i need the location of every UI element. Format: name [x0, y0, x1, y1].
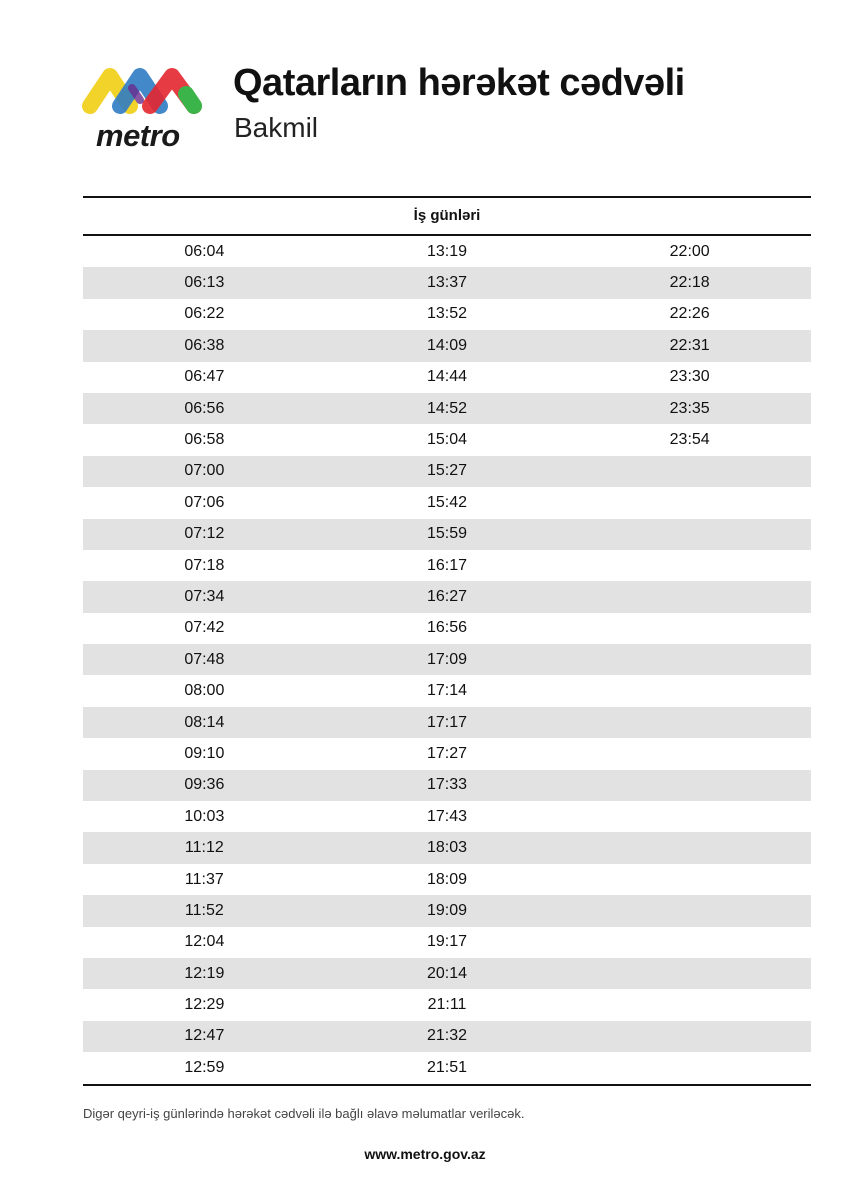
time-cell: 12:29	[184, 996, 225, 1014]
time-cell: 11:12	[184, 839, 224, 857]
time-cell: 12:59	[184, 1058, 225, 1076]
time-cell: 14:44	[426, 368, 468, 386]
time-cell: 12:04	[184, 933, 225, 951]
table-row	[83, 456, 811, 487]
time-cell: 06:04	[184, 242, 225, 260]
time-cell: 07:06	[184, 493, 225, 511]
time-cell: 12:19	[184, 964, 225, 982]
time-cell: 14:52	[426, 399, 468, 417]
table-bottom-rule	[83, 1084, 811, 1086]
timetable-rows	[83, 236, 811, 1084]
time-cell: 17:43	[426, 807, 468, 825]
table-row	[83, 864, 811, 895]
website-link[interactable]: www.metro.gov.az	[364, 1146, 486, 1162]
time-cell: 14:09	[426, 336, 468, 354]
time-cell: 07:18	[184, 556, 225, 574]
time-cell: 21:51	[426, 1058, 468, 1076]
time-cell: 13:37	[426, 274, 468, 292]
time-cell: 19:17	[426, 933, 468, 951]
time-cell: 11:37	[184, 870, 224, 888]
time-cell: 20:14	[426, 964, 468, 982]
time-cell: 23:30	[669, 368, 710, 386]
logo-text: metro	[96, 118, 180, 153]
time-cell: 17:17	[426, 713, 468, 731]
table-row	[83, 1052, 811, 1083]
time-cell: 22:31	[669, 336, 710, 354]
time-cell: 18:09	[426, 870, 468, 888]
footnote: Digər qeyri-iş günlərində hərəkət cədvəli ilə bağlı əlavə məlumatlar veriləcək.	[83, 1106, 525, 1121]
time-cell: 06:47	[184, 368, 225, 386]
time-cell: 07:12	[184, 525, 225, 543]
time-cell: 06:58	[184, 431, 225, 449]
table-row	[83, 236, 811, 267]
time-cell: 13:19	[426, 242, 468, 260]
time-cell: 19:09	[426, 901, 468, 919]
time-cell: 16:56	[426, 619, 468, 637]
table-row	[83, 770, 811, 801]
time-cell: 21:32	[426, 1027, 468, 1045]
time-cell: 16:27	[426, 587, 468, 605]
timetable-heading: İş günləri	[83, 196, 811, 236]
time-cell: 13:52	[426, 305, 468, 323]
page-title: Qatarların hərəkət cədvəli	[233, 62, 685, 104]
time-cell: 08:00	[184, 682, 225, 700]
time-cell: 22:18	[669, 274, 710, 292]
table-row	[83, 581, 811, 612]
time-cell: 06:56	[184, 399, 225, 417]
station-name: Bakmil	[234, 112, 319, 143]
time-cell: 06:13	[184, 274, 225, 292]
time-cell: 11:52	[184, 901, 224, 919]
time-cell: 07:48	[184, 650, 225, 668]
table-row	[83, 330, 811, 361]
table-row	[83, 487, 811, 518]
table-row	[83, 362, 811, 393]
time-cell: 15:59	[426, 525, 468, 543]
table-row	[83, 519, 811, 550]
time-cell: 12:47	[184, 1027, 225, 1045]
time-cell: 06:22	[184, 305, 225, 323]
table-row	[83, 707, 811, 738]
time-cell: 18:03	[426, 839, 468, 857]
time-cell: 15:04	[426, 431, 468, 449]
table-row	[83, 1021, 811, 1052]
time-cell: 15:27	[426, 462, 468, 480]
time-cell: 06:38	[184, 336, 225, 354]
time-cell: 21:11	[427, 996, 467, 1014]
time-cell: 22:26	[669, 305, 710, 323]
table-row	[83, 299, 811, 330]
table-row	[83, 424, 811, 455]
time-cell: 07:34	[184, 587, 225, 605]
table-row	[83, 895, 811, 926]
time-cell: 16:17	[426, 556, 468, 574]
table-row	[83, 644, 811, 675]
table-row	[83, 958, 811, 989]
table-row	[83, 267, 811, 298]
time-cell: 23:54	[669, 431, 710, 449]
table-row	[83, 613, 811, 644]
time-cell: 15:42	[426, 493, 468, 511]
time-cell: 17:33	[426, 776, 468, 794]
time-cell: 07:00	[184, 462, 225, 480]
table-row	[83, 927, 811, 958]
time-cell: 09:36	[184, 776, 225, 794]
time-cell: 08:14	[184, 713, 225, 731]
table-row	[83, 989, 811, 1020]
table-row	[83, 675, 811, 706]
table-row	[83, 550, 811, 581]
time-cell: 17:14	[426, 682, 468, 700]
table-row	[83, 832, 811, 863]
timetable	[83, 196, 811, 1086]
metro-logo	[80, 66, 206, 156]
table-row	[83, 801, 811, 832]
time-cell: 10:03	[184, 807, 225, 825]
time-cell: 17:27	[426, 744, 468, 762]
table-row	[83, 738, 811, 769]
time-cell: 23:35	[669, 399, 710, 417]
time-cell: 17:09	[426, 650, 468, 668]
time-cell: 22:00	[669, 242, 710, 260]
time-cell: 09:10	[184, 744, 225, 762]
table-row	[83, 393, 811, 424]
metro-logo-icon	[80, 66, 206, 118]
time-cell: 07:42	[184, 619, 225, 637]
